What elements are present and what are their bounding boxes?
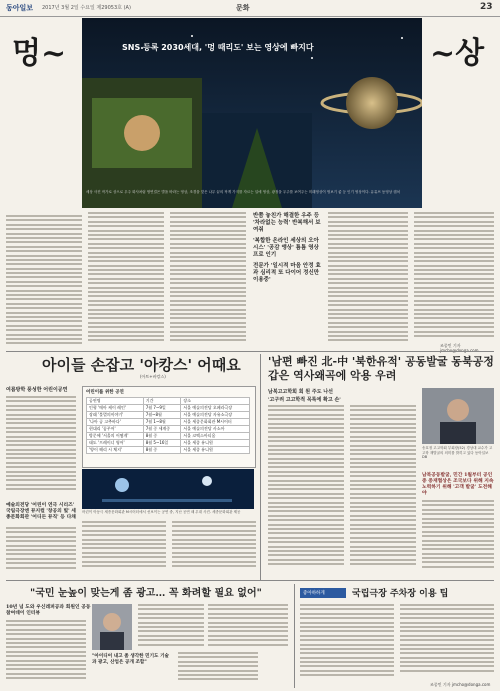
table-header-row bbox=[87, 398, 250, 405]
table-cell: 태도 '프레이너 영어' bbox=[87, 440, 144, 447]
table-cell: 서울 예술의전당 자유소극장 bbox=[181, 412, 250, 419]
lead-body-col-2 bbox=[88, 212, 164, 347]
column-divider bbox=[260, 354, 261, 580]
table-cell: 현대리 '꿈꾸어' bbox=[87, 426, 144, 433]
table-row bbox=[87, 433, 250, 440]
lead-photo-collage bbox=[82, 18, 422, 208]
masthead-bar bbox=[0, 0, 500, 17]
bottom-body-col-3 bbox=[178, 652, 258, 686]
lead-byline: 조종민 기자 bbox=[440, 343, 461, 348]
table-row bbox=[87, 440, 250, 447]
history-box-text: 남북공동발굴, 민간 1월부터 공인 중 중재협상은 조국보다 위해 지속 노력하기 위해 '고객 발굴' 도전해야 bbox=[422, 472, 494, 496]
stage-photo-svg bbox=[82, 469, 254, 509]
bottom-body-col-2 bbox=[138, 604, 204, 650]
saturn-image bbox=[346, 77, 398, 129]
pull-quote-3: 전문가 '일시적 마음 안정 효과 심리적 또 다이어 정신만 이용중' bbox=[253, 263, 321, 283]
bottom-portrait-photo bbox=[92, 604, 132, 650]
table-cell: 서울 예술의전당 오페라극장 bbox=[181, 405, 250, 412]
lead-body-col-1 bbox=[6, 215, 82, 350]
table-cell: 방문에 '서울의 어떻게' bbox=[87, 433, 144, 440]
lead-body-col-3 bbox=[170, 212, 246, 347]
arts-subhead: (아트+바캉스) bbox=[140, 374, 166, 379]
newspaper-logo: 동아일보 bbox=[6, 4, 34, 12]
table-cell: 8월 중 bbox=[143, 433, 181, 440]
arts-section-label: 여름방학 풍성한 어린이공연 bbox=[6, 387, 68, 393]
lead-body-col-5 bbox=[414, 212, 494, 342]
table-header: 장소 bbox=[181, 398, 250, 405]
arts-body-col-2 bbox=[6, 527, 76, 577]
table-header: 기간 bbox=[143, 398, 181, 405]
history-body-col-1 bbox=[268, 405, 344, 575]
pull-quote-2: '복합한 온라인 세상의 오아시스' '공감 앵상' 틈틈 영상 프로 인기 bbox=[253, 238, 319, 258]
column-label-box bbox=[300, 588, 346, 598]
arts-headline: 아이들 손잡고 '아캉스' 어때요 bbox=[42, 356, 241, 374]
table-cell: 서울 세종문화회관 M시어터 bbox=[181, 419, 250, 426]
table-cell: '양이 해리 시 체지' bbox=[87, 447, 144, 454]
lead-photo-caption: 세상 사진 작가로 상으로 우주 화사처럼 멍연결은 별을 바라는 영상, 조경을 맞은 나무 끝의 작게 가지를 자르는 일에 영상, 광정을 우주를 보여주는 미래영상이 멍보기 좋 등 인기 영상이다. 유튜브 동영상 캡처 bbox=[86, 190, 400, 194]
parking-byline: 조종민 기자 jmcho@donga.com bbox=[430, 682, 491, 687]
bottom-quote-head: "아이디어 내고 좀 생각한 민기도 기술과 광고, 산업은 공개 조합" bbox=[92, 654, 169, 665]
divider bbox=[6, 580, 494, 581]
table-cell: 서울 예술의전당 사소아 bbox=[181, 426, 250, 433]
pull-quote-1: 반쯤 놓친가 해결한 우주 등 '차라없는 능력' 반복해서 보여줘 bbox=[253, 213, 321, 233]
history-kicker: 남북고고학회 회 원 주도 나선 bbox=[268, 389, 333, 395]
table-row bbox=[87, 447, 250, 454]
table-row bbox=[87, 412, 250, 419]
lead-left-word: 멍~ bbox=[12, 36, 67, 71]
section-name: 문화 bbox=[236, 4, 250, 12]
table-cell: 8월 중 bbox=[143, 447, 181, 454]
table-cell: 인형 '메아 케이 레인' bbox=[87, 405, 144, 412]
column-divider bbox=[294, 584, 295, 688]
history-photo-caption: 송호정 고고학회 부회장(52) 경상대 교수가 고고학 재발굴의 의미를 밝히고 있다 동아일보 DB bbox=[422, 446, 493, 459]
column-label: 좋아하하게 bbox=[303, 591, 325, 596]
table-cell: '나아 공 고추바다' bbox=[87, 419, 144, 426]
arts-body-col-4 bbox=[172, 521, 256, 577]
table-cell: 7월 7~9일 bbox=[143, 405, 181, 412]
bottom-body-col-1 bbox=[6, 620, 86, 686]
table-cell: 서울 코엑스아티움 bbox=[181, 433, 250, 440]
table-cell: 장래 '불멸의이야기' bbox=[87, 412, 144, 419]
parking-body-col-1 bbox=[300, 604, 394, 686]
history-sub: '고구려 고고학적 목록에 확고 손' bbox=[268, 397, 341, 403]
arts-body-col-1 bbox=[6, 396, 76, 496]
arts-stage-photo bbox=[82, 469, 254, 509]
history-body-col-2 bbox=[350, 405, 416, 575]
bottom-body-col-4 bbox=[208, 604, 288, 650]
history-headline: '남편 빠진 北-中 '북한유적' 공동발굴 동북공정 갑은 역사왜곡에 악용 우려 bbox=[268, 355, 494, 382]
bottom-kicker: 10년 넘 도와 우신레퍼공과 회원인 공동참여데이 인터뷰 bbox=[6, 604, 91, 616]
lead-pullquotes bbox=[253, 213, 321, 284]
lead-body-col-4 bbox=[328, 212, 408, 347]
arts-body-col-3 bbox=[82, 521, 166, 577]
arts-box-title: 어린이를 위한 공연 bbox=[86, 390, 124, 395]
parking-tip-title: 국립극장 주차장 이용 팁 bbox=[352, 589, 449, 599]
arts-schedule-table bbox=[86, 397, 250, 454]
history-portrait-photo bbox=[422, 388, 494, 444]
table-cell: 7월~8월 bbox=[143, 412, 181, 419]
table-cell: 7월 1~8월 bbox=[143, 419, 181, 426]
portrait-svg bbox=[422, 388, 494, 444]
table-cell: 7월 중 세계중 bbox=[143, 426, 181, 433]
issue-meta: 2017년 3월 2일 수요일 제29053호 (A) bbox=[42, 5, 131, 11]
table-cell: 서울 세종 유니원 bbox=[181, 440, 250, 447]
page-number: 23 bbox=[480, 2, 493, 12]
lead-right-word: ~상 bbox=[430, 36, 485, 71]
table-row bbox=[87, 405, 250, 412]
arts-subhead-2: 예술의전당 '어린이 연극 시리즈' 국립극장엔 뮤지컬 '창공의 빛' 세종문화회관 '어디든 뮤직' 등 다채 bbox=[6, 502, 76, 520]
table-cell: 8월 5~16일 bbox=[143, 440, 181, 447]
table-header: 공연명 bbox=[87, 398, 144, 405]
arts-photo-caption: 어린이 아동극 세종문화회관 M시어터에서 선보이는 공연 중, 지난 공연 때 무대 사진. 세종문화회관 제공 bbox=[82, 510, 241, 514]
parking-body-col-2 bbox=[400, 604, 494, 680]
table-cell: 서울 세종 유니원 bbox=[181, 447, 250, 454]
history-body-col-3 bbox=[422, 500, 494, 572]
bottom-portrait-svg bbox=[92, 604, 132, 650]
bottom-banner-headline: "국민 눈높이 맞는게 좀 광고… 꼭 화려할 필요 없어" bbox=[30, 588, 262, 599]
lead-kicker: SNS 등록 2030세대, '멍 때리도' 보는 영상에 빠지다 bbox=[122, 43, 314, 52]
table-row bbox=[87, 419, 250, 426]
table-row bbox=[87, 426, 250, 433]
divider bbox=[6, 351, 494, 352]
arts-schedule-box bbox=[82, 386, 256, 468]
